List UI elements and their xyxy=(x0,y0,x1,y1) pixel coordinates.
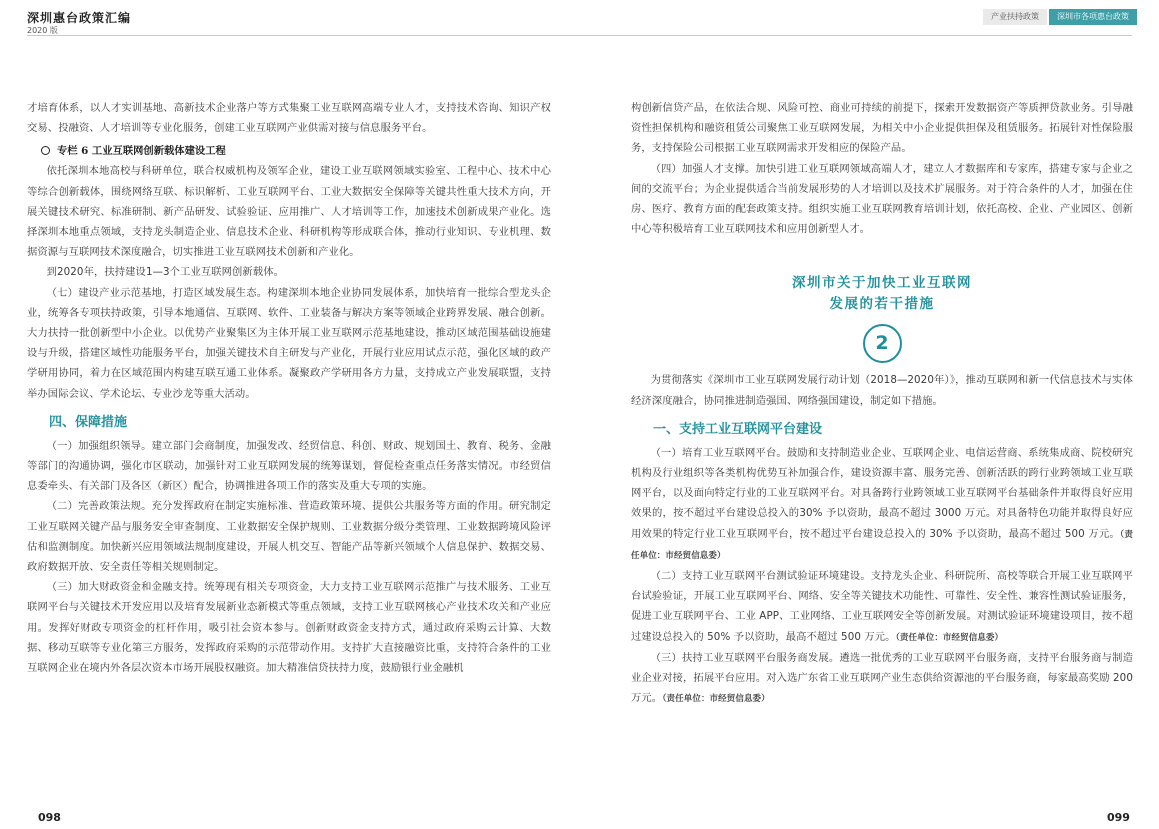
measure-3-text: （三）扶持工业互联网平台服务商发展。遴选一批优秀的工业互联网平台服务商，支持平台服务商与制造业企业对接，拓展平台应用。对入选广东省工业互联网产业生态供给资源池的平台服务商，每家最高奖励 200 万元。 xyxy=(631,651,1133,705)
article-title-line-2: 发展的若干措施 xyxy=(829,296,935,313)
paragraph-demo-base: （七）建设产业示范基地，打造区域发展生态。构建深圳本地企业协同发展体系，加快培育一批综合型龙头企业，统筹各专项扶持政策，引导本地通信、互联网、软件、工业装备与解决方案等领域企业跨界发展、融合创新。大力扶持一批创新型中小企业。以优势产业聚集区为主体开展工业互联网示范基地建设，推动区域范围基础设施建设与升级，搭建区域性功能服务平台，加强关键技术自主研发与产业化，开展行业应用试点示范，强化区域的政产学研用协同，着力在区域范围内构建互联互通工业体系。凝聚政产学研用各方力量，支持成立产业发展联盟，支持举办国际会议、学术论坛、专业沙龙等重大活动。 xyxy=(27,286,551,400)
tab-industry-policy[interactable]: 产业扶持政策 xyxy=(983,9,1047,25)
measure-3-responsibility: （责任单位：市经贸信息委） xyxy=(662,694,770,705)
left-page-column xyxy=(27,98,551,678)
header-divider xyxy=(27,35,1132,36)
measure-2-text: （二）支持工业互联网平台测试验证环境建设。支持龙头企业、科研院所、高校等联合开展工业互联网平台试验验证，开展工业互联网平台、网络、安全等关键技术功能性、可靠性、安全性、兼容性测试验证服务，促进工业互联网平台、工业 APP、工业网络、工业互联网安全等创新发展。对测试验证环境建设项目，按不超过建设总投入的 50% 予以资助，最高不超过 500 万元。 xyxy=(631,570,1133,643)
article-title xyxy=(631,273,1133,315)
publication-edition: 2020 版 xyxy=(27,26,58,35)
publication-title: 深圳惠台政策汇编 xyxy=(27,11,132,25)
tab-shenzhen-policies[interactable]: 深圳市各项惠台政策 xyxy=(1049,9,1137,25)
box-paragraph-2: 到2020年，扶持建设1—3个工业互联网创新载体。 xyxy=(46,266,285,279)
article-title-line-1: 深圳市关于加快工业互联网 xyxy=(792,275,972,292)
section-heading-platform: 一、支持工业互联网平台建设 xyxy=(653,421,823,437)
box-paragraph-1: 依托深圳本地高校与科研单位，联合权威机构及领军企业，建设工业互联网领域实验室、工程中心、技术中心等综合创新载体，围绕网络互联、标识解析、工业互联网平台、工业大数据安全保障等关键共性重大技术方向，开展关键技术研究、标准研制、新产品研发、试验验证、应用推广、人才培训等工作，加速技术创新成果产业化。选择深圳本地重点领域，支持龙头制造企业、信息技术企业、科研机构等形成联合体，推动行业知识、专业机理、数据资源与互联网技术深度融合，切实推进工业互联网技术创新和产业化。 xyxy=(27,165,551,259)
page-number-right: 099 xyxy=(1107,811,1130,824)
measure-1-responsibility: （责任单位：市经贸信息委） xyxy=(631,529,1134,561)
paragraph-financial-support: （三）加大财政资金和金融支持。统筹现有相关专项资金，大力支持工业互联网示范推广与技术服务、工业互联网平台与关键技术开发应用以及培育发展新业态新模式等重点领域，支持工业互联网核心产业技术攻关和产业应用。发挥好财政专项资金的杠杆作用，吸引社会资本参与。创新财政资金支持方式，通过政府采购云计算、大数据、移动互联等专业化第三方服务，发挥政府采购的示范带动作用。支持扩大直接融资比重，支持符合条件的工业互联网企业在境内外各层次资本市场开展股权融资。加大精准信贷扶持力度，鼓励银行业金融机 xyxy=(27,581,551,675)
section-heading-safeguards: 四、保障措施 xyxy=(49,414,128,430)
circle-bullet-icon xyxy=(41,146,50,155)
paragraph-preamble: 为贯彻落实《深圳市工业互联网发展行动计划（2018—2020年）》，推动互联网和新一代信息技术与实体经济深度融合，协同推进制造强国、网络强国建设，制定如下措施。 xyxy=(631,374,1133,407)
article-number-badge: 2 xyxy=(863,324,902,363)
paragraph-talent-system: 才培育体系，以人才实训基地、高新技术企业落户等方式集聚工业互联网高端专业人才，支持技术咨询、知识产权交易、投融资、人才培训等专业化服务，创建工业互联网产业供需对接与信息服务平台。 xyxy=(27,102,551,135)
box-title-text: 专栏 6 工业互联网创新载体建设工程 xyxy=(57,145,226,158)
section-tabs xyxy=(983,9,1137,25)
paragraph-measure-1 xyxy=(631,443,1133,566)
paragraph-organization: （一）加强组织领导。建立部门会商制度，加强发改、经贸信息、科创、财政、规划国土、教育、税务、金融等部门的沟通协调，强化市区联动，加强针对工业互联网发展的统筹谋划，督促检查重点任务落实情况。市经贸信息委牵头、有关部门及各区（新区）配合，协调推进各项工作的落实及重大专项的实施。 xyxy=(27,439,551,493)
right-page-column xyxy=(631,98,1133,709)
paragraph-policy-regulation: （二）完善政策法规。充分发挥政府在制定实施标准、营造政策环境、提供公共服务等方面的作用。研究制定工业互联网关键产品与服务安全审查制度、工业数据安全保护规则、工业数据分级分类管理、工业数据跨境风险评估和监测制度。加快新兴应用领域法规制度建设，开展人机交互、智能产品等新兴领域个人信息保护、数据交易、政府数据开放、安全责任等相关规则制定。 xyxy=(27,500,551,574)
paragraph-credit-products: 构创新信贷产品，在依法合规、风险可控、商业可持续的前提下，探索开发数据资产等质押贷款业务。引导融资性担保机构和融资租赁公司聚焦工业互联网发展，为相关中小企业提供担保及租赁服务。拓展针对性保险服务，支持保险公司根据工业互联网需求开发相应的保险产品。 xyxy=(631,102,1133,155)
measure-1-text: （一）培育工业互联网平台。鼓励和支持制造业企业、互联网企业、电信运营商、系统集成商、院校研究机构及行业组织等各类机构优势互补加强合作，建设资源丰富、服务完善、创新活跃的跨行业跨领域工业互联网平台，以及面向特定行业的工业互联网平台。对具备跨行业跨领域工业互联网平台基础条件并取得良好应用效果的，按不超过平台建设总投入的30% 予以资助，最高不超过 3000 万元。对具备特色功能并取得良好应用效果的特定行业工业互联网平台，按不超过平台建设总投入的 30% 予以资助，最高不超过 500 万元。 xyxy=(631,446,1133,540)
paragraph-talent-support: （四）加强人才支撑。加快引进工业互联网领域高端人才，建立人才数据库和专家库，搭建专家与企业之间的交流平台；为企业提供适合当前发展形势的人才培训以及技术扩展服务。对于符合条件的人才，加强在住房、医疗、教育方面的配套政策支持。组织实施工业互联网教育培训计划，依托高校、企业、产业园区、创新中心等积极培育工业互联网技术和应用创新型人才。 xyxy=(631,162,1133,236)
box-title xyxy=(41,142,551,160)
page-number-left: 098 xyxy=(38,811,61,824)
paragraph-measure-2 xyxy=(631,566,1133,648)
paragraph-measure-3 xyxy=(631,648,1133,710)
measure-2-responsibility: （责任单位：市经贸信息委） xyxy=(895,632,1004,643)
